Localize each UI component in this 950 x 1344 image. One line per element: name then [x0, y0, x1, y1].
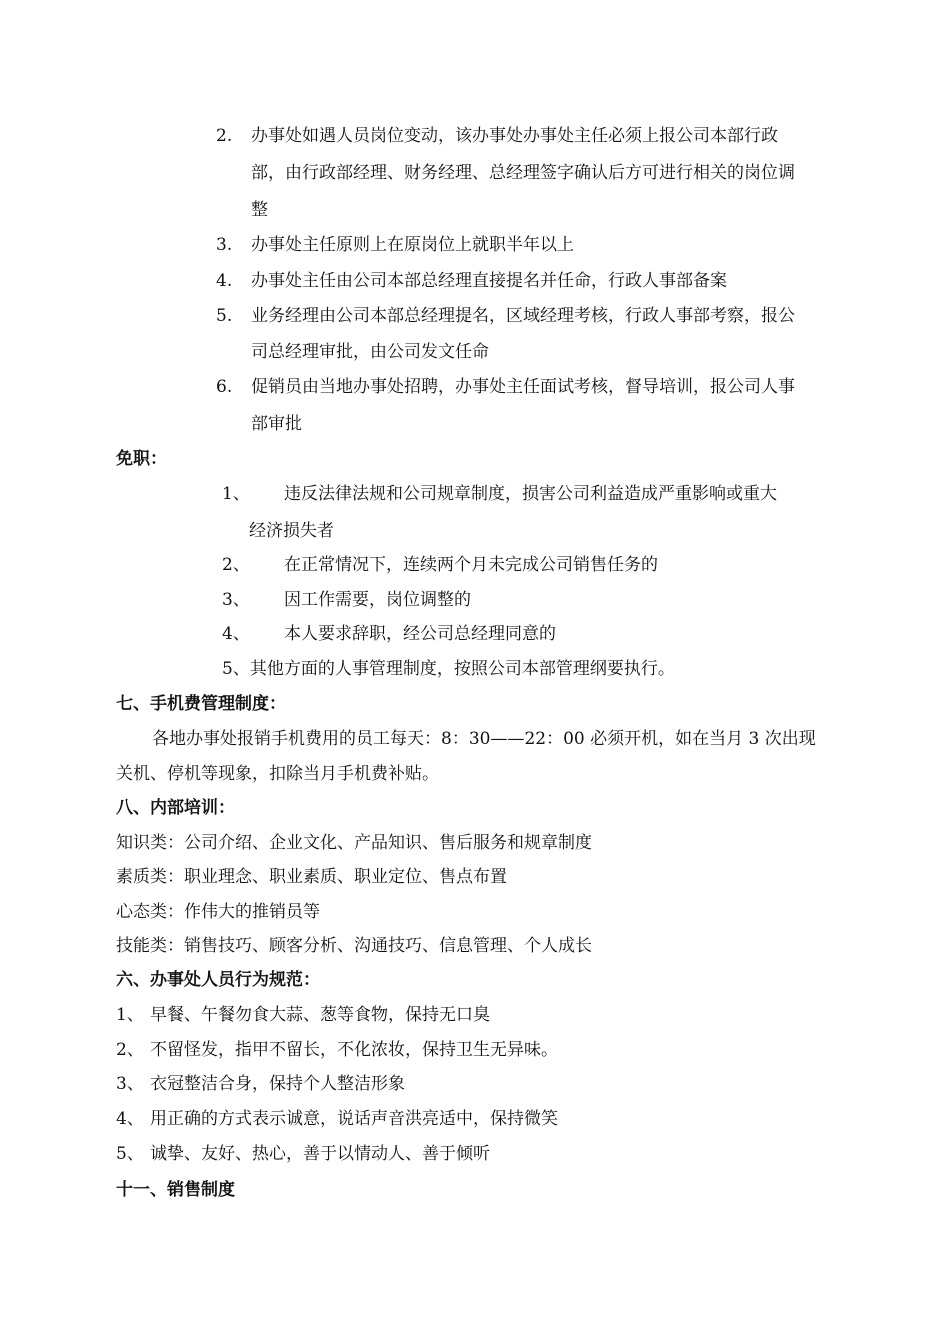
list-number: 5.: [216, 306, 233, 326]
list-text: 违反法律法规和公司规章制度，损害公司利益造成严重影响或重大: [284, 484, 777, 504]
list-number: 6.: [216, 377, 233, 397]
list-number: 3、: [116, 1074, 144, 1094]
phone-fee-paragraph-line-2: 关机、停机等现象，扣除当月手机费补贴。: [116, 764, 439, 784]
training-line-knowledge: 知识类：公司介绍、企业文化、产品知识、售后服务和规章制度: [116, 833, 592, 853]
list-text: 办事处主任原则上在原岗位上就职半年以上: [251, 235, 574, 255]
list-number: 3、: [222, 590, 250, 610]
training-line-mindset: 心态类：作伟大的推销员等: [116, 902, 320, 922]
list-text: 办事处主任由公司本部总经理直接提名并任命，行政人事部备案: [251, 271, 727, 291]
list-text: 本人要求辞职，经公司总经理同意的: [284, 624, 556, 644]
training-line-quality: 素质类：职业理念、职业素质、职业定位、售点布置: [116, 867, 507, 887]
list-text: 部，由行政部经理、财务经理、总经理签字确认后方可进行相关的岗位调: [251, 163, 795, 183]
list-text: 不留怪发，指甲不留长，不化浓妆，保持卫生无异味。: [150, 1040, 558, 1060]
list-text: 部审批: [251, 414, 302, 434]
list-text: 早餐、午餐勿食大蒜、葱等食物，保持无口臭: [150, 1005, 490, 1025]
training-line-skills: 技能类：销售技巧、顾客分析、沟通技巧、信息管理、个人成长: [116, 936, 592, 956]
list-number: 2.: [216, 126, 233, 146]
list-number: 1、: [116, 1005, 144, 1025]
list-text: 因工作需要，岗位调整的: [284, 590, 471, 610]
list-number: 5、: [116, 1144, 144, 1164]
conduct-heading: 六、办事处人员行为规范：: [116, 970, 320, 990]
list-number: 4、: [116, 1109, 144, 1129]
list-text: 业务经理由公司本部总经理提名，区域经理考核，行政人事部考察，报公: [251, 306, 795, 326]
list-number: 4.: [216, 271, 233, 291]
phone-fee-paragraph-line-1: 各地办事处报销手机费用的员工每天：8：30——22：00 必须开机，如在当月 3 次出现: [152, 729, 816, 749]
list-number: 1、: [222, 484, 250, 504]
list-text: 在正常情况下，连续两个月未完成公司销售任务的: [284, 555, 658, 575]
list-text: 衣冠整洁合身，保持个人整洁形象: [150, 1074, 405, 1094]
sales-heading: 十一、销售制度: [116, 1180, 235, 1200]
list-number: 2、: [116, 1040, 144, 1060]
training-heading: 八、内部培训：: [116, 798, 235, 818]
list-text: 司总经理审批，由公司发文任命: [251, 342, 489, 362]
dismissal-heading: 免职：: [116, 449, 167, 469]
list-number: 3.: [216, 235, 233, 255]
list-number: 2、: [222, 555, 250, 575]
list-text: 诚挚、友好、热心，善于以情动人、善于倾听: [150, 1144, 490, 1164]
phone-fee-heading: 七、手机费管理制度：: [116, 694, 286, 714]
dismissal-item-5: 5、其他方面的人事管理制度，按照公司本部管理纲要执行。: [222, 659, 675, 679]
list-text: 经济损失者: [249, 521, 334, 541]
list-text: 办事处如遇人员岗位变动，该办事处办事处主任必须上报公司本部行政: [251, 126, 778, 146]
list-text: 促销员由当地办事处招聘，办事处主任面试考核，督导培训，报公司人事: [251, 377, 795, 397]
list-text: 整: [251, 200, 268, 220]
list-number: 4、: [222, 624, 250, 644]
list-text: 用正确的方式表示诚意，说话声音洪亮适中，保持微笑: [150, 1109, 558, 1129]
